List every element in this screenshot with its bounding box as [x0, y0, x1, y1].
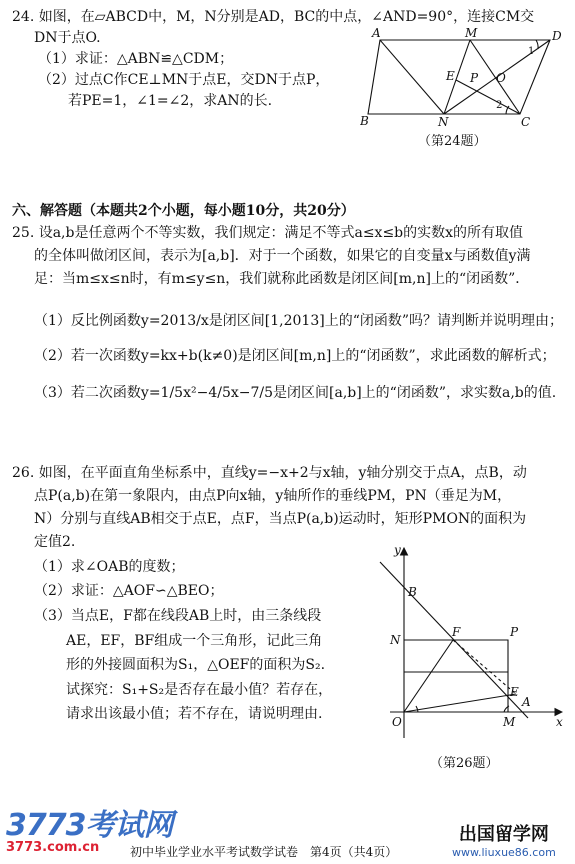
q26-line-5: （1）求∠OAB的度数； [34, 559, 185, 575]
q26-figure [370, 540, 570, 740]
label-n: N [438, 115, 449, 128]
q25-line-4: （1）反比例函数y=2013/x是闭区间[1,2013]上的“闭函数”吗？请判断并说明理由； [34, 313, 564, 329]
seg-fe-dashed [453, 640, 516, 694]
watermark-3773-main: 3773考试网 [6, 808, 173, 843]
q24-line-3: （1）求证：△ABN≌△CDM； [38, 51, 234, 67]
seg-an [380, 40, 444, 114]
watermark-liuxue-main: 出国留学网 [458, 824, 549, 845]
watermark-liuxue-logo [452, 820, 556, 859]
q26-caption: （第26题） [430, 756, 499, 771]
q25-line-1: 25. 设a,b是任意两个不等实数，我们规定：满足不等式a≤x≤b的实数x的所有取值 [12, 225, 524, 241]
seg-oe [404, 694, 516, 712]
label-a: A [372, 28, 381, 40]
label-o: O [392, 715, 402, 729]
q26-line-7: （3）当点E，F都在线段AB上时，由三条线段 [34, 608, 322, 624]
seg-ce [456, 80, 520, 114]
section-6-heading: 六、解答题（本题共2个小题，每小题10分，共20分） [12, 203, 355, 219]
q24-line-5: 若PE=1，∠1=∠2，求AN的长. [68, 93, 273, 109]
seg-of [404, 640, 453, 712]
q24-line-4: （2）过点C作CE⊥MN于点E，交DN于点P， [38, 72, 330, 88]
rect-pmon [404, 640, 508, 712]
q24-line-2: DN于点O. [34, 30, 101, 46]
q24-caption: （第24题） [418, 134, 487, 149]
label-y: y [394, 543, 401, 557]
q26-line-4: 定值2. [34, 534, 76, 550]
label-b: B [360, 114, 369, 128]
q24-line-1: 24. 如图，在▱ABCD中，M，N分别是AD，BC的中点，∠AND=90°，连接CM交 [12, 9, 535, 25]
label-x: x [556, 715, 563, 729]
label-angle-1: 1 [528, 46, 535, 57]
angle-1-arc [536, 40, 538, 49]
label-b: B [408, 585, 417, 599]
q26-line-6: （2）求证：△AOF∽△BEO； [34, 583, 224, 599]
q26-line-9: 形的外接圆面积为S₁，△OEF的面积为S₂. [66, 657, 326, 673]
q26-line-1: 26. 如图，在平面直角坐标系中，直线y=−x+2与x轴，y轴分别交于点A，点B，动 [12, 465, 527, 481]
q25-line-2: 的全体叫做闭区间，表示为[a,b]．对于一个函数，如果它的自变量x与函数值y满 [34, 248, 531, 264]
page-footer: 初中毕业学业水平考试数学试卷 第4页（共4页） [130, 845, 398, 859]
watermark-liuxue-url: www.liuxue86.com [452, 846, 556, 859]
q26-line-2: 点P(a,b)在第一象限内，由点P向x轴，y轴所作的垂线PM，PN（垂足为M， [34, 488, 512, 504]
label-p: P [470, 71, 479, 85]
label-o: O [496, 71, 506, 85]
label-d: D [552, 29, 562, 43]
q25-line-5: （2）若一次函数y=kx+b(k≠0)是闭区间[m,n]上的“闭函数”，求此函数的解析式； [34, 348, 556, 364]
q25-line-6: （3）若二次函数y=1/5x²−4/5x−7/5是闭区间[a,b]上的“闭函数”，求实数a,b的值. [34, 385, 557, 401]
q26-line-3: N）分别与直线AB相交于点E，点F，当点P(a,b)运动时，矩形PMON的面积为 [34, 511, 527, 527]
q25-line-3: 足：当m≤x≤n时，有m≤y≤n，我们就称此函数是闭区间[m,n]上的“闭函数”． [34, 271, 530, 287]
q24-figure [360, 28, 572, 128]
angle-arc-o [416, 706, 418, 712]
label-f: F [452, 625, 461, 639]
label-angle-2: 2 [496, 100, 503, 111]
q26-line-11: 请求出该最小值；若不存在，请说明理由. [66, 706, 323, 722]
label-e: E [446, 69, 455, 83]
label-e: E [510, 685, 519, 699]
q26-line-8: AE，EF，BF组成一个三角形，记此三角 [66, 633, 323, 649]
watermark-3773-sub: 3773.com.cn [6, 840, 100, 855]
label-m: M [465, 28, 478, 40]
label-c: C [521, 115, 531, 128]
label-m: M [503, 715, 516, 729]
label-a: A [522, 695, 531, 709]
label-p: P [510, 625, 519, 639]
label-n: N [390, 633, 401, 647]
q26-line-10: 试探究：S₁+S₂是否存在最小值？若存在， [66, 682, 333, 698]
